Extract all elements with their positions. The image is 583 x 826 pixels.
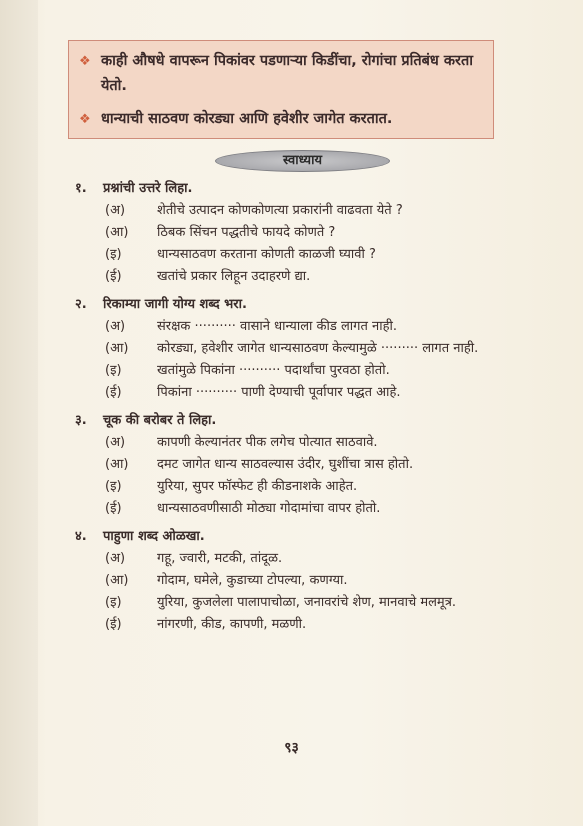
question-item — [75, 338, 505, 360]
question-number: १. — [75, 181, 87, 196]
item-text: पिकांना ·········· पाणी देण्याची पूर्वापार पद्धत आहे. — [157, 385, 401, 400]
item-label: (आ) — [105, 573, 129, 588]
item-text: खतांमुळे पिकांना ·········· पदार्थांचा पुरवठा होतो. — [157, 363, 390, 378]
question-heading — [75, 526, 505, 548]
question-number: २. — [75, 297, 87, 312]
question-item — [75, 222, 505, 244]
question-number: ३. — [75, 413, 87, 428]
item-label: (ई) — [105, 269, 122, 284]
item-label: (इ) — [105, 595, 122, 610]
item-label: (अ) — [105, 551, 126, 566]
key-point — [79, 49, 483, 99]
question-item — [75, 432, 505, 454]
question-item — [75, 548, 505, 570]
item-text: गोदाम, घमेले, कुडाच्या टोपल्या, कणग्या. — [157, 573, 348, 588]
question-item — [75, 592, 505, 614]
question-item — [75, 382, 505, 404]
item-label: (अ) — [105, 435, 126, 450]
item-label: (अ) — [105, 319, 126, 334]
item-text: धान्यसाठवणीसाठी मोठ्या गोदामांचा वापर होतो. — [157, 501, 381, 516]
item-label: (आ) — [105, 225, 129, 240]
section-title: स्वाध्याय — [215, 150, 390, 172]
question-text: रिकाम्या जागी योग्य शब्द भरा. — [103, 297, 247, 312]
question-heading — [75, 410, 505, 432]
item-text: नांगरणी, कीड, कापणी, मळणी. — [157, 617, 307, 632]
diamond-bullet-icon: ❖ — [79, 54, 91, 69]
item-label: (इ) — [105, 363, 122, 378]
question-number: ४. — [75, 529, 87, 544]
diamond-bullet-icon: ❖ — [79, 112, 91, 127]
question-item — [75, 498, 505, 520]
question-item — [75, 316, 505, 338]
item-text: गहू, ज्वारी, मटकी, तांदूळ. — [157, 551, 283, 566]
item-text: युरिया, कुजलेला पालापाचोळा, जनावरांचे शेण, मानवाचे मलमूत्र. — [157, 595, 457, 610]
item-text: ठिबक सिंचन पद्धतीचे फायदे कोणते ? — [157, 225, 336, 240]
question-text: पाहुणा शब्द ओळखा. — [103, 529, 205, 544]
item-label: (अ) — [105, 203, 126, 218]
item-text: धान्यसाठवण करताना कोणती काळजी घ्यावी ? — [157, 247, 376, 262]
item-text: खतांचे प्रकार लिहून उदाहरणे द्या. — [157, 269, 311, 284]
item-label: (ई) — [105, 385, 122, 400]
item-text: कापणी केल्यानंतर पीक लगेच पोत्यात साठवावे. — [157, 435, 378, 450]
key-point-text: काही औषधे वापरून पिकांवर पडणाऱ्या किडींचा, रोगांचा प्रतिबंध करता येतो. — [101, 53, 473, 94]
question-text: प्रश्नांची उत्तरे लिहा. — [103, 181, 193, 196]
question-item — [75, 476, 505, 498]
item-text: युरिया, सुपर फॉस्फेट ही कीडनाशके आहेत. — [157, 479, 358, 494]
item-label: (इ) — [105, 247, 122, 262]
item-text: शेतीचे उत्पादन कोणकोणत्या प्रकारांनी वाढवता येते ? — [157, 203, 403, 218]
item-label: (इ) — [105, 479, 122, 494]
key-point-text: धान्याची साठवण कोरड्या आणि हवेशीर जागेत करतात. — [101, 111, 393, 127]
page-number: ९३ — [284, 740, 299, 756]
item-text: संरक्षक ·········· वासाने धान्याला कीड लागत नाही. — [157, 319, 397, 334]
question-item — [75, 614, 505, 636]
question-item — [75, 244, 505, 266]
exercise-list — [75, 178, 505, 636]
question-heading — [75, 178, 505, 200]
item-label: (ई) — [105, 617, 122, 632]
item-label: (आ) — [105, 341, 129, 356]
item-text: दमट जागेत धान्य साठवल्यास उंदीर, घुशींचा त्रास होतो. — [157, 457, 414, 472]
item-label: (ई) — [105, 501, 122, 516]
question-item — [75, 266, 505, 288]
question-item — [75, 200, 505, 222]
page-gutter — [0, 0, 38, 826]
question-heading — [75, 294, 505, 316]
question-text: चूक की बरोबर ते लिहा. — [103, 413, 217, 428]
question-item — [75, 360, 505, 382]
key-points-box — [68, 40, 494, 139]
question-item — [75, 570, 505, 592]
item-label: (आ) — [105, 457, 129, 472]
item-text: कोरड्या, हवेशीर जागेत धान्यसाठवण केल्यामुळे ········· लागत नाही. — [157, 341, 479, 356]
key-point — [79, 107, 483, 132]
question-item — [75, 454, 505, 476]
